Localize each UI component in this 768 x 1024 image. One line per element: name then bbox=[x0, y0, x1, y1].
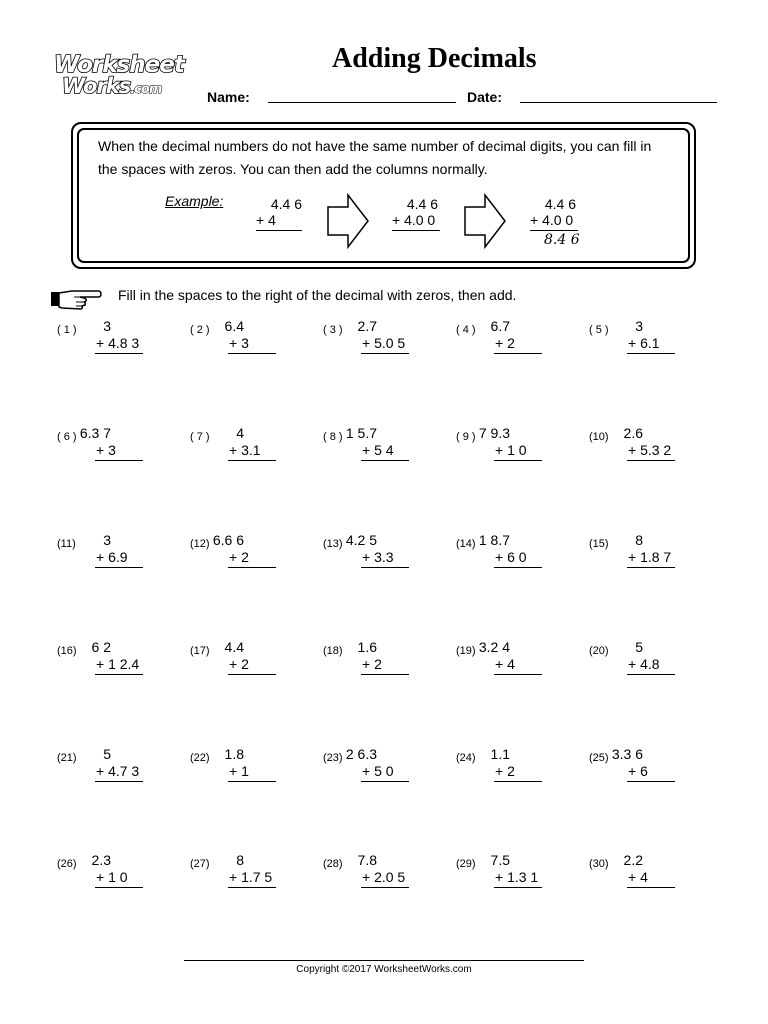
worksheetworks-logo bbox=[50, 52, 194, 104]
example-step1-top: 4.4 6 bbox=[270, 196, 302, 212]
problem-top-value: 1 5.7 bbox=[345, 425, 377, 441]
problem-addend: + 6.9 bbox=[96, 549, 128, 565]
problem-16 bbox=[57, 639, 177, 699]
problem-28 bbox=[323, 852, 443, 912]
problem-addend: + 1 0 bbox=[495, 442, 527, 458]
problem-number: ( 3 ) bbox=[323, 324, 343, 336]
problem-answer-line[interactable] bbox=[627, 781, 675, 782]
problem-19 bbox=[456, 639, 576, 699]
problem-top-value: 6.4 bbox=[224, 318, 244, 334]
example-step1-line bbox=[256, 230, 302, 231]
problem-addend: + 6.1 bbox=[628, 335, 660, 351]
right-arrow-icon bbox=[326, 193, 370, 249]
example-label: Example: bbox=[165, 193, 224, 209]
problem-top-value: 6.7 bbox=[490, 318, 510, 334]
problem-addend: + 3.3 bbox=[362, 549, 394, 565]
problem-number: (21) bbox=[57, 752, 77, 764]
problem-23 bbox=[323, 746, 443, 806]
problem-number: (15) bbox=[589, 538, 609, 550]
problem-addend: + 4.8 3 bbox=[96, 335, 140, 351]
problem-answer-line[interactable] bbox=[361, 567, 409, 568]
problem-top-value: 6.3 7 bbox=[79, 425, 111, 441]
problem-top-value: 6.6 6 bbox=[212, 532, 244, 548]
problem-21 bbox=[57, 746, 177, 806]
problem-answer-line[interactable] bbox=[494, 460, 542, 461]
problem-answer-line[interactable] bbox=[95, 567, 143, 568]
copyright: Copyright ©2017 WorksheetWorks.com bbox=[296, 964, 472, 975]
problem-answer-line[interactable] bbox=[361, 353, 409, 354]
problem-top-value: 8 bbox=[236, 852, 244, 868]
problem-top-value: 6 2 bbox=[91, 639, 111, 655]
problem-answer-line[interactable] bbox=[627, 567, 675, 568]
problem-addend: + 3 bbox=[229, 335, 249, 351]
problem-top-value: 2 6.3 bbox=[345, 746, 377, 762]
problem-answer-line[interactable] bbox=[95, 781, 143, 782]
problem-addend: + 2 bbox=[229, 549, 249, 565]
problem-answer-line[interactable] bbox=[95, 887, 143, 888]
problem-answer-line[interactable] bbox=[494, 781, 542, 782]
problem-answer-line[interactable] bbox=[95, 674, 143, 675]
problem-answer-line[interactable] bbox=[627, 460, 675, 461]
problem-number: (28) bbox=[323, 858, 343, 870]
problem-number: ( 7 ) bbox=[190, 431, 210, 443]
problem-top-value: 3.3 6 bbox=[611, 746, 643, 762]
example-step2-line bbox=[392, 230, 440, 231]
problem-number: ( 2 ) bbox=[190, 324, 210, 336]
problem-addend: + 1 bbox=[229, 763, 249, 779]
problem-number: ( 8 ) bbox=[323, 431, 343, 443]
problem-number: (19) bbox=[456, 645, 476, 657]
problem-top-value: 7.8 bbox=[357, 852, 377, 868]
problem-number: (25) bbox=[589, 752, 609, 764]
problem-12 bbox=[190, 532, 310, 592]
name-field[interactable] bbox=[268, 102, 456, 103]
problem-addend: + 6 bbox=[628, 763, 648, 779]
problem-top-value: 1.6 bbox=[357, 639, 377, 655]
problem-addend: + 2 bbox=[229, 656, 249, 672]
problem-addend: + 3 bbox=[96, 442, 116, 458]
problem-answer-line[interactable] bbox=[494, 353, 542, 354]
problem-number: (20) bbox=[589, 645, 609, 657]
problem-top-value: 3 bbox=[103, 318, 111, 334]
problem-top-value: 7 9.3 bbox=[478, 425, 510, 441]
example-step3-answer: 8.4 6 bbox=[544, 232, 580, 248]
problem-answer-line[interactable] bbox=[361, 674, 409, 675]
problem-answer-line[interactable] bbox=[361, 460, 409, 461]
problem-addend: + 4 bbox=[495, 656, 515, 672]
logo-line1: Worksheet bbox=[54, 52, 184, 78]
problem-top-value: 3 bbox=[103, 532, 111, 548]
problem-5 bbox=[589, 318, 709, 378]
problem-number: (24) bbox=[456, 752, 476, 764]
logo-line2 bbox=[62, 74, 161, 98]
problem-top-value: 1.1 bbox=[490, 746, 510, 762]
problem-answer-line[interactable] bbox=[494, 887, 542, 888]
problem-addend: + 2 bbox=[495, 763, 515, 779]
problem-addend: + 1.7 5 bbox=[229, 869, 273, 885]
problem-addend: + 4.8 bbox=[628, 656, 660, 672]
problem-number: (13) bbox=[323, 538, 343, 550]
problem-top-value: 1.8 bbox=[224, 746, 244, 762]
problem-addend: + 1.8 7 bbox=[628, 549, 672, 565]
problem-6 bbox=[57, 425, 177, 485]
name-label: Name: bbox=[207, 89, 250, 105]
example-step1-add: + 4 bbox=[256, 212, 276, 228]
problem-addend: + 5.0 5 bbox=[362, 335, 406, 351]
problem-number: ( 1 ) bbox=[57, 324, 77, 336]
example-step3-top: 4.4 6 bbox=[544, 196, 576, 212]
problem-number: (11) bbox=[57, 538, 76, 550]
problem-addend: + 3.1 bbox=[229, 442, 261, 458]
logo-line2-text: Works bbox=[62, 74, 131, 98]
problem-answer-line[interactable] bbox=[361, 887, 409, 888]
problem-8 bbox=[323, 425, 443, 485]
date-field[interactable] bbox=[520, 102, 717, 103]
problem-number: ( 5 ) bbox=[589, 324, 609, 336]
problem-answer-line[interactable] bbox=[627, 674, 675, 675]
problem-number: (18) bbox=[323, 645, 343, 657]
problem-addend: + 5 4 bbox=[362, 442, 394, 458]
problem-13 bbox=[323, 532, 443, 592]
page-title: Adding Decimals bbox=[332, 43, 537, 74]
problem-answer-line[interactable] bbox=[95, 460, 143, 461]
problem-addend: + 1 0 bbox=[96, 869, 128, 885]
problem-22 bbox=[190, 746, 310, 806]
pointing-hand-icon bbox=[50, 286, 102, 310]
problem-addend: + 2 bbox=[495, 335, 515, 351]
problem-number: (14) bbox=[456, 538, 476, 550]
problem-top-value: 2.7 bbox=[357, 318, 377, 334]
problem-answer-line[interactable] bbox=[361, 781, 409, 782]
problem-answer-line[interactable] bbox=[228, 460, 276, 461]
problem-24 bbox=[456, 746, 576, 806]
problem-number: (12) bbox=[190, 538, 210, 550]
problem-addend: + 1.3 1 bbox=[495, 869, 539, 885]
problem-29 bbox=[456, 852, 576, 912]
problem-18 bbox=[323, 639, 443, 699]
problem-top-value: 3 bbox=[635, 318, 643, 334]
problem-7 bbox=[190, 425, 310, 485]
problem-number: ( 4 ) bbox=[456, 324, 476, 336]
problem-1 bbox=[57, 318, 177, 378]
problem-top-value: 8 bbox=[635, 532, 643, 548]
problem-top-value: 4 bbox=[236, 425, 244, 441]
example-step2-top: 4.4 6 bbox=[406, 196, 438, 212]
problem-top-value: 4.4 bbox=[224, 639, 244, 655]
problem-number: (10) bbox=[589, 431, 609, 443]
problem-2 bbox=[190, 318, 310, 378]
problem-30 bbox=[589, 852, 709, 912]
problem-answer-line[interactable] bbox=[627, 353, 675, 354]
problem-addend: + 1 2.4 bbox=[96, 656, 140, 672]
problem-number: (27) bbox=[190, 858, 210, 870]
problem-number: ( 9 ) bbox=[456, 431, 476, 443]
problem-top-value: 3.2 4 bbox=[478, 639, 510, 655]
example-step3-add: + 4.0 0 bbox=[530, 212, 574, 228]
problem-27 bbox=[190, 852, 310, 912]
logo-com: .com bbox=[130, 82, 162, 97]
explanation-text: When the decimal numbers do not have the same number of decimal digits, you can fill in the spaces with zeros. You can then add the columns normally. bbox=[98, 138, 652, 177]
problem-top-value: 7.5 bbox=[490, 852, 510, 868]
instruction-text: Fill in the spaces to the right of the decimal with zeros, then add. bbox=[118, 287, 517, 303]
example-step2-add: + 4.0 0 bbox=[392, 212, 436, 228]
problem-9 bbox=[456, 425, 576, 485]
problem-answer-line[interactable] bbox=[627, 887, 675, 888]
problem-addend: + 5.3 2 bbox=[628, 442, 672, 458]
problem-top-value: 2.2 bbox=[623, 852, 643, 868]
problem-addend: + 2 bbox=[362, 656, 382, 672]
problem-number: (16) bbox=[57, 645, 77, 657]
problem-17 bbox=[190, 639, 310, 699]
problem-20 bbox=[589, 639, 709, 699]
problem-14 bbox=[456, 532, 576, 592]
problem-3 bbox=[323, 318, 443, 378]
problem-25 bbox=[589, 746, 709, 806]
problem-26 bbox=[57, 852, 177, 912]
problem-15 bbox=[589, 532, 709, 592]
problem-answer-line[interactable] bbox=[228, 781, 276, 782]
problem-number: (26) bbox=[57, 858, 77, 870]
problem-addend: + 6 0 bbox=[495, 549, 527, 565]
problem-top-value: 5 bbox=[103, 746, 111, 762]
date-label: Date: bbox=[467, 89, 503, 105]
footer-divider bbox=[184, 960, 584, 961]
problem-11 bbox=[57, 532, 177, 592]
problem-number: (22) bbox=[190, 752, 210, 764]
problem-answer-line[interactable] bbox=[228, 887, 276, 888]
problem-top-value: 2.6 bbox=[623, 425, 643, 441]
problem-number: (30) bbox=[589, 858, 609, 870]
problem-answer-line[interactable] bbox=[95, 353, 143, 354]
problem-number: (17) bbox=[190, 645, 210, 657]
problem-top-value: 2.3 bbox=[91, 852, 111, 868]
problem-number: (29) bbox=[456, 858, 476, 870]
problem-10 bbox=[589, 425, 709, 485]
example-step3-line bbox=[530, 230, 578, 231]
problem-top-value: 1 8.7 bbox=[478, 532, 510, 548]
problem-answer-line[interactable] bbox=[228, 353, 276, 354]
problem-addend: + 2.0 5 bbox=[362, 869, 406, 885]
problem-answer-line[interactable] bbox=[494, 674, 542, 675]
problem-number: (23) bbox=[323, 752, 343, 764]
problem-top-value: 5 bbox=[635, 639, 643, 655]
right-arrow-icon bbox=[463, 193, 507, 249]
problem-addend: + 5 0 bbox=[362, 763, 394, 779]
problem-answer-line[interactable] bbox=[228, 674, 276, 675]
problem-answer-line[interactable] bbox=[228, 567, 276, 568]
problem-4 bbox=[456, 318, 576, 378]
problem-answer-line[interactable] bbox=[494, 567, 542, 568]
problem-top-value: 4.2 5 bbox=[345, 532, 377, 548]
problem-number: ( 6 ) bbox=[57, 431, 77, 443]
problem-addend: + 4.7 3 bbox=[96, 763, 140, 779]
problem-addend: + 4 bbox=[628, 869, 648, 885]
